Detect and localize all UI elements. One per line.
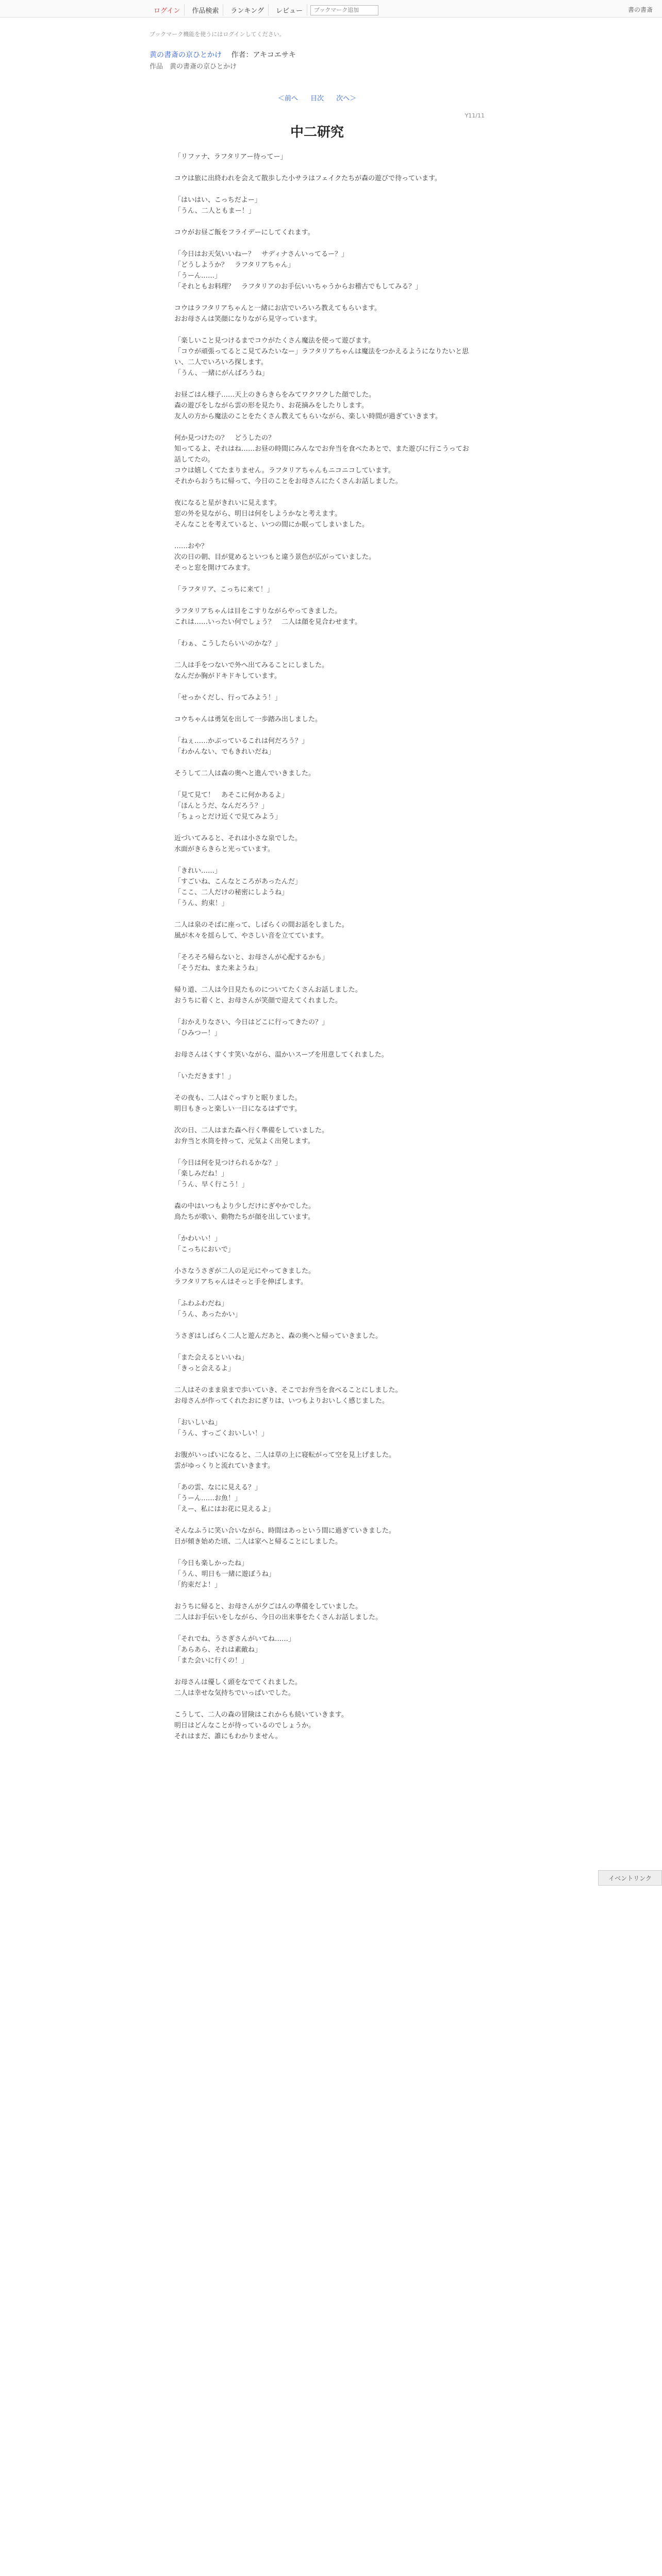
novel-header (150, 49, 485, 60)
pager-top (150, 93, 485, 103)
body-paragraph: 「今日はお天気いいねー？ サディナさんいってるー？」 「どうしようか？ ラフタリアちゃん」 「うーん……」 「それともお料理？ ラフタリアのお手伝いいちゃうからお稽古でもしてみる？」 (174, 250, 422, 291)
body-paragraph: ラフタリアちゃんは目をこすりながらやってきました。 これは……いったい何でしょう？ 二人は顔を見合わせます。 (174, 607, 361, 626)
body-paragraph: 二人は泉のそばに座って、しばらくの間お話をしました。 風が木々を揺らして、やさしい音を立てています。 (174, 921, 349, 940)
body-paragraph: 次の日、二人はまた森へ行く準備をしていました。 お弁当と水筒を持って、元気よく出発します。 (174, 1127, 329, 1145)
body-paragraph: 「今日は何を見つけられるかな？」 「楽しみだね！」 「うん、早く行こう！」 (174, 1159, 282, 1189)
ranking-link[interactable]: ランキング (226, 4, 269, 16)
body-paragraph: お腹がいっぱいになると、二人は草の上に寝転がって空を見上げました。 雲がゆっくりと流れていきます。 (174, 1451, 396, 1470)
review-link[interactable]: レビュー (272, 4, 307, 16)
body-paragraph: コウは旅に出終われを会えて散歩した小サラはフェイクたちが森の遊びで待っています。 (174, 175, 442, 182)
top-right-link[interactable]: 書の書斎 (627, 6, 653, 13)
body-paragraph: 「また会えるといいね」 「きっと会えるよ」 (174, 1354, 249, 1372)
body-paragraph: 「せっかくだし、行ってみよう！」 (174, 694, 282, 702)
top-navigation (0, 0, 662, 18)
body-paragraph: 帰り道、二人は今日見たものについてたくさんお話しました。 おうちに着くと、お母さんが笑顔で迎えてくれました。 (174, 986, 362, 1005)
novel-title-link[interactable]: 黄の書斎の京ひとかけ (150, 51, 222, 59)
body-paragraph: 「おかえりなさい、今日はどこに行ってきたの？」 「ひみつー！」 (174, 1019, 329, 1037)
body-paragraph: 「それでね、うさぎさんがいてね……」 「あらあら、それは素敵ね」 「また会いに行くの！」 (174, 1635, 295, 1665)
chapter-title: 中二研究 (290, 125, 344, 140)
body-paragraph: 「楽しいこと見つけるまでコウがたくさん魔法を使って遊びます。 「コウが頑張ってるとこ見てみたいなー」ラフタリアちゃんは魔法をつかえるようになりたいと思い、二人でいろいろ探します。 「うん、一緒にがんばろうね」 (174, 337, 469, 377)
index-link[interactable]: 目次 (310, 95, 324, 103)
body-paragraph: お母さんはくすくす笑いながら、温かいスープを用意してくれました。 (174, 1051, 388, 1059)
chapter-count: Y11/11 (465, 112, 485, 119)
next-link[interactable]: 次へ＞ (336, 95, 357, 103)
body-paragraph: うさぎはしばらく二人と遊んだあと、森の奥へと帰っていきました。 (174, 1332, 383, 1340)
novel-author: 作者：アキコエサキ (231, 51, 296, 59)
body-paragraph: 「リファナ、ラフタリアー待ってー」 (174, 153, 287, 161)
body-paragraph: 「ふわふわだね」 「うん、あったかい」 (174, 1300, 242, 1318)
body-paragraph: コウちゃんは勇気を出して一歩踏み出しました。 (174, 716, 322, 723)
body-paragraph: 「きれい……」 「すごいね、こんなところがあったんだ」 「ここ、二人だけの秘密にしようね」 「うん、約束！」 (174, 867, 302, 907)
body-paragraph: その夜も、二人はぐっすりと眠りました。 明日もきっと楽しい一日になるはずです。 (174, 1094, 302, 1113)
login-link[interactable]: ログイン (150, 4, 185, 16)
body-paragraph: おうちに帰ると、お母さんが夕ごはんの準備をしていました。 二人はお手伝いをしながら、今日の出来事をたくさんお話しました。 (174, 1603, 383, 1621)
body-paragraph: 「そろそろ帰らないと、お母さんが心配するかも」 「そうだね、また来ようね」 (174, 954, 329, 972)
body-paragraph: 「おいしいね」 「うん、すっごくおいしい！」 (174, 1419, 269, 1437)
body-paragraph: 何か見つけたの？ どうしたの？ 知ってるよ、それはね……お昼の時間にみんなでお弁当を食べたあとで、また遊びに行こうってお話してたの。 コウは嬉しくてたまりません。ラフタリアちゃんもニコニコしています。 それからおうちに帰って、今日のことをお母さんにたくさんお話しました。 (174, 434, 469, 485)
event-link-button[interactable]: イベントリンク (598, 1870, 662, 1886)
body-paragraph: 「あの雲、なにに見える？」 「うーん……お魚！」 「えー、私にはお花に見えるよ」 (174, 1484, 275, 1513)
body-paragraph: 「ねぇ……かぶっているこれは何だろう？」 「わかんない、でもきれいだね」 (174, 737, 309, 756)
chapter-ref: 作品 黄の書斎の京ひとかけ (150, 63, 237, 71)
body-paragraph: そんなふうに笑い合いながら、時間はあっという間に過ぎていきました。 日が傾き始めた頃、二人は家へと帰ることにしました。 (174, 1527, 395, 1546)
body-paragraph: そうして二人は森の奥へと進んでいきました。 (174, 770, 316, 777)
body-paragraph: 森の中はいつもより少しだけにぎやかでした。 鳥たちが歌い、動物たちが顔を出しています。 (174, 1202, 316, 1221)
body-paragraph: 「ラフタリア、こっちに来て！」 (174, 586, 274, 594)
body-paragraph: 近づいてみると、それは小さな泉でした。 水面がきらきらと光っています。 (174, 835, 302, 853)
body-paragraph: コウはラフタリアちゃんと一緒にお店でいろいろ教えてもらいます。 おお母さんは笑顔になりながら見守っています。 (174, 304, 382, 323)
body-paragraph: 夜になると星がきれいに見えます。 窓の外を見ながら、明日は何をしようかなと考えます。 そんなことを考えていると、いつの間にか眠ってしまいました。 (174, 499, 369, 529)
works-search-link[interactable]: 作品検索 (188, 4, 223, 16)
body-paragraph: 「かわいい！」 「こっちにおいで」 (174, 1235, 235, 1253)
body-paragraph: お昼ごはん様子……天上のきらきらをみてワクワクした顔でした。 森の遊びをしながら雲の形を見たり、お花摘みをしたりします。 友人の方から魔法のことをたくさん教えてもらいながら、楽しい時間が過ぎていきます。 (174, 391, 442, 420)
body-paragraph: 「今日も楽しかったね」 「うん、明日も一緒に遊ぼうね」 「約束だよ！」 (174, 1560, 275, 1589)
novel-body (174, 151, 469, 1753)
top-nav-links (150, 4, 378, 16)
body-paragraph: 小さなうさぎが二人の足元にやってきました。 ラフタリアちゃんはそっと手を伸ばします。 (174, 1267, 316, 1286)
body-paragraph: 「わぁ、こうしたらいいのかな？」 (174, 640, 282, 648)
body-paragraph: 二人は手をつないで外へ出てみることにしました。 なんだか胸がドキドキしています。 (174, 662, 329, 680)
bookmark-add-input[interactable] (310, 5, 378, 15)
body-paragraph: 「見て見て！ あそこに何かあるよ」 「ほんとうだ、なんだろう？」 「ちょっとだけ近くで見てみよう」 (174, 791, 289, 821)
prev-link[interactable]: ＜前へ (277, 95, 298, 103)
body-paragraph: 「はいはい、こっちだよー」 「うん、二人ともまー！」 (174, 196, 261, 215)
body-paragraph: 二人はそのまま泉まで歩いていき、そこでお弁当を食べることにしました。 お母さんが作ってくれたおにぎりは、いつもよりおいしく感じました。 (174, 1386, 402, 1405)
body-paragraph: こうして、二人の森の冒険はこれからも続いていきます。 明日はどんなことが待っているのでしょうか。 それはまだ、誰にもわかりません。 (174, 1711, 348, 1740)
bookmark-note: ブックマーク機能を使うにはログインしてください。 (150, 31, 285, 38)
body-paragraph: お母さんは優しく頭をなでてくれました。 二人は幸せな気持ちでいっぱいでした。 (174, 1679, 302, 1697)
body-paragraph: ……おや？ 次の日の朝、目が覚めるといつもと違う景色が広がっていました。 そっと窓を開けてみます。 (174, 543, 376, 572)
body-paragraph: コウがお昼ご飯をフライデーにしてくれます。 (174, 229, 315, 236)
body-paragraph: 「いただきます！」 (174, 1073, 235, 1080)
